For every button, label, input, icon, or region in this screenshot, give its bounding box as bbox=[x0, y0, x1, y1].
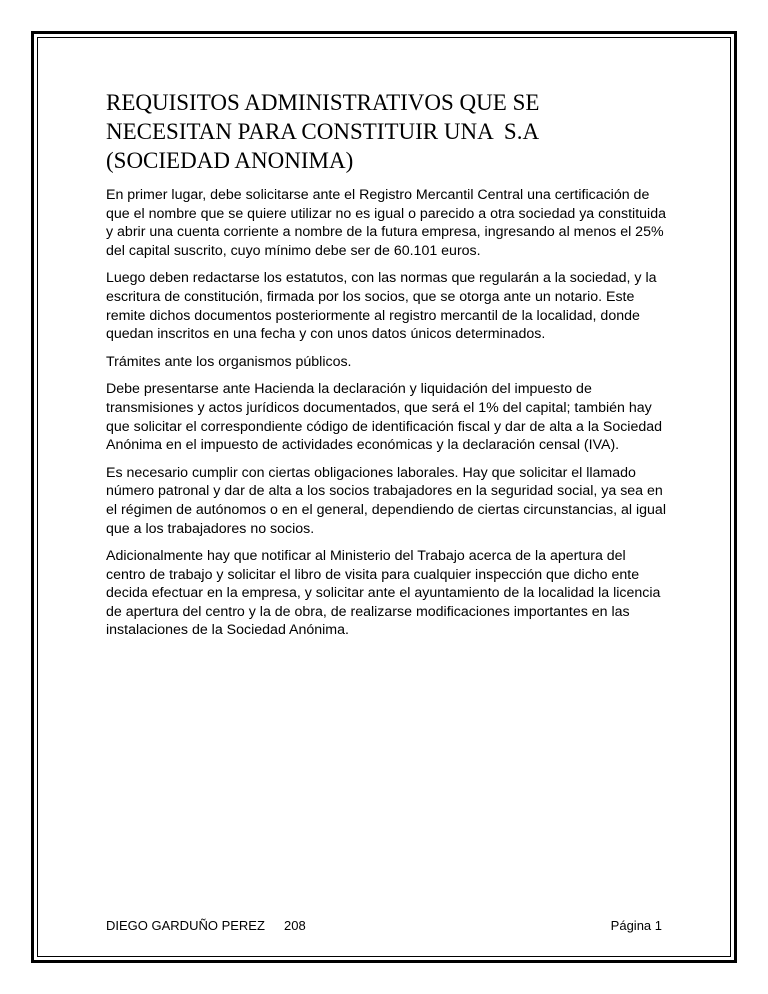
paragraph-registro: En primer lugar, debe solicitarse ante el Registro Mercantil Central una certificación de que el nombre que se quiere utilizar no es igual o parecido a otra sociedad ya constituida y abrir una cuenta corriente a nombre de la futura empresa, ingresando al menos el 25% del capital suscrito, cuyo mínimo debe ser de 60.101 euros. bbox=[106, 187, 666, 259]
title-line: (SOCIEDAD ANONIMA) bbox=[106, 148, 354, 173]
title-line: REQUISITOS ADMINISTRATIVOS QUE SE bbox=[106, 90, 540, 115]
footer-author: DIEGO GARDUÑO PEREZ bbox=[106, 918, 265, 933]
paragraph-ministerio: Adicionalmente hay que notificar al Ministerio del Trabajo acerca de la apertura del centro de trabajo y solicitar el libro de visita para cualquier inspección que dicho ente decida efectuar en la empresa, y solicitar ante el ayuntamiento de la localidad la licencia de apertura del centro y la de obra, de realizarse modificaciones importantes en las instalaciones de la Sociedad Anónima. bbox=[106, 548, 661, 639]
document-title bbox=[106, 88, 666, 175]
paragraph-laborales: Es necesario cumplir con ciertas obligaciones laborales. Hay que solicitar el llamado número patronal y dar de alta a los socios trabajadores en la seguridad social, ya sea en el régimen de autónomos o en el general, dependiendo de ciertas circunstancias, al igual que a los trabajadores no socios. bbox=[106, 464, 666, 537]
paragraph-estatutos: Luego deben redactarse los estatutos, con las normas que regularán a la sociedad, y la escritura de constitución, firmada por los socios, que se otorga ante un notario. Este remite dichos documentos posteriormente al registro mercantil de la localidad, donde quedan inscritos en una fecha y con unos datos únicos determinados. bbox=[106, 270, 657, 343]
footer-code: 208 bbox=[284, 918, 306, 933]
title-line: NECESITAN PARA CONSTITUIR UNA S.A bbox=[106, 119, 540, 144]
paragraph-hacienda: Debe presentarse ante Hacienda la declaración y liquidación del impuesto de transmisiones y actos jurídicos documentados, que será el 1% del capital; también hay que solicitar el correspondiente código de identificación fiscal y dar de alta a la Sociedad Anónima en el impuesto de actividades económicas y la declaración censal (IVA). bbox=[106, 381, 663, 454]
paragraph-tramites-heading: Trámites ante los organismos públicos. bbox=[106, 353, 352, 370]
document-body bbox=[106, 186, 666, 649]
footer-page-number: Página 1 bbox=[610, 918, 662, 933]
